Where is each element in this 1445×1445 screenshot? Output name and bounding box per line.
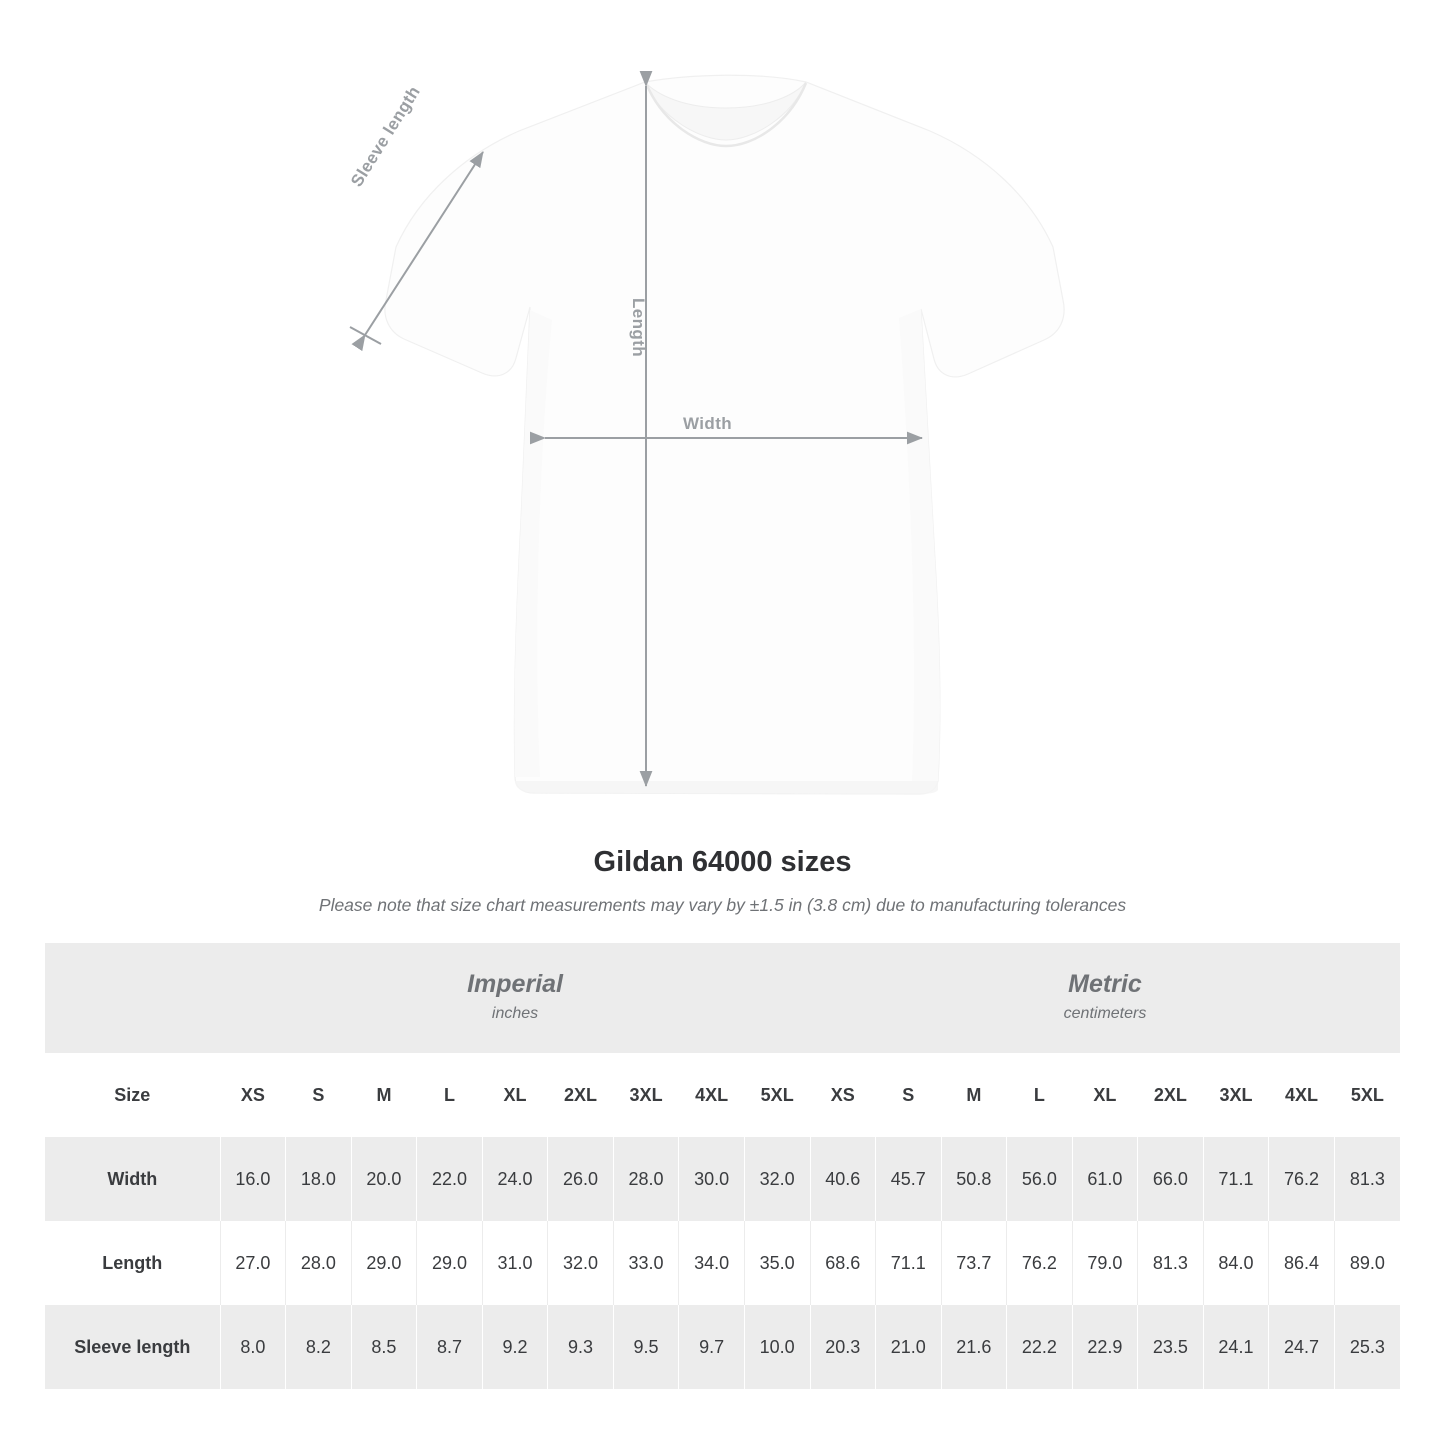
measurement-cell: 89.0 (1334, 1221, 1400, 1305)
measurement-cell: 66.0 (1138, 1137, 1204, 1221)
measurement-cell: 25.3 (1334, 1305, 1400, 1389)
size-header-cell: L (1007, 1053, 1073, 1137)
measurement-cell: 81.3 (1334, 1137, 1400, 1221)
sleeve-length-label: Sleeve length (347, 82, 424, 191)
measurement-cell: 81.3 (1138, 1221, 1204, 1305)
measurement-cell: 40.6 (810, 1137, 876, 1221)
measurement-cell: 68.6 (810, 1221, 876, 1305)
measurement-cell: 79.0 (1072, 1221, 1138, 1305)
measurement-cell: 21.0 (876, 1305, 942, 1389)
measurement-cell: 22.9 (1072, 1305, 1138, 1389)
measurement-cell: 18.0 (286, 1137, 352, 1221)
measurement-cell: 24.7 (1269, 1305, 1335, 1389)
measurement-cell: 27.0 (220, 1221, 286, 1305)
size-header-cell: XL (1072, 1053, 1138, 1137)
size-header-cell: 4XL (679, 1053, 745, 1137)
table-row (45, 1221, 1400, 1305)
size-header-cell: 3XL (613, 1053, 679, 1137)
measurement-cell: 32.0 (548, 1221, 614, 1305)
size-header-cell: L (417, 1053, 483, 1137)
measurement-cell: 9.5 (613, 1305, 679, 1389)
measurement-cell: 56.0 (1007, 1137, 1073, 1221)
measurement-cell: 8.0 (220, 1305, 286, 1389)
size-header-cell: 2XL (548, 1053, 614, 1137)
title-block (0, 846, 1445, 916)
table-row (45, 1137, 1400, 1221)
measurement-cell: 26.0 (548, 1137, 614, 1221)
measurement-cell: 61.0 (1072, 1137, 1138, 1221)
measurement-cell: 9.3 (548, 1305, 614, 1389)
measurement-cell: 86.4 (1269, 1221, 1335, 1305)
measurement-cell: 20.0 (351, 1137, 417, 1221)
unit-header-row (45, 943, 1400, 1053)
measurement-cell: 8.5 (351, 1305, 417, 1389)
measurement-cell: 76.2 (1269, 1137, 1335, 1221)
measurement-cell: 33.0 (613, 1221, 679, 1305)
measurement-cell: 35.0 (744, 1221, 810, 1305)
size-table (45, 943, 1400, 1389)
unit-header-imperial (220, 943, 810, 1053)
measurement-cell: 34.0 (679, 1221, 745, 1305)
measurement-cell: 16.0 (220, 1137, 286, 1221)
tolerance-note: Please note that size chart measurements may vary by ±1.5 in (3.8 cm) due to manufacturing tolerances (318, 895, 1127, 915)
size-header-row (45, 1053, 1400, 1137)
measurement-cell: 45.7 (876, 1137, 942, 1221)
size-header-cell: XS (810, 1053, 876, 1137)
measurement-cell: 29.0 (351, 1221, 417, 1305)
measurement-cell: 22.2 (1007, 1305, 1073, 1389)
row-label: Width (45, 1137, 220, 1221)
measurement-cell: 23.5 (1138, 1305, 1204, 1389)
measurement-cell: 24.1 (1203, 1305, 1269, 1389)
size-header-cell: S (286, 1053, 352, 1137)
measurement-cell: 8.2 (286, 1305, 352, 1389)
measurement-cell: 10.0 (744, 1305, 810, 1389)
measurement-cell: 73.7 (941, 1221, 1007, 1305)
measurement-cell: 9.2 (482, 1305, 548, 1389)
measurement-cell: 50.8 (941, 1137, 1007, 1221)
measurement-cell: 21.6 (941, 1305, 1007, 1389)
size-header-cell: 2XL (1138, 1053, 1204, 1137)
measurement-cell: 22.0 (417, 1137, 483, 1221)
length-label: Length (629, 298, 648, 358)
unit-sub-imperial: inches (491, 1005, 539, 1023)
size-header-cell: 4XL (1269, 1053, 1335, 1137)
shirt-shape (385, 75, 1064, 794)
size-header-label: Size (45, 1053, 220, 1137)
unit-sub-metric: centimeters (1063, 1005, 1147, 1023)
size-header-cell: 5XL (1334, 1053, 1400, 1137)
size-header-cell: XS (220, 1053, 286, 1137)
size-header-cell: 5XL (744, 1053, 810, 1137)
measurement-cell: 28.0 (286, 1221, 352, 1305)
measurement-cell: 71.1 (876, 1221, 942, 1305)
row-label: Sleeve length (45, 1305, 220, 1389)
table-row (45, 1305, 1400, 1389)
page-title: Gildan 64000 sizes (593, 846, 852, 878)
size-header-cell: S (876, 1053, 942, 1137)
measurement-cell: 29.0 (417, 1221, 483, 1305)
unit-header-spacer (45, 943, 220, 1053)
size-header-cell: M (351, 1053, 417, 1137)
measurement-cell: 28.0 (613, 1137, 679, 1221)
width-label: Width (683, 414, 733, 433)
size-header-cell: M (941, 1053, 1007, 1137)
row-label: Length (45, 1221, 220, 1305)
unit-name-metric: Metric (1068, 969, 1142, 998)
measurement-cell: 24.0 (482, 1137, 548, 1221)
measurement-cell: 71.1 (1203, 1137, 1269, 1221)
size-header-cell: 3XL (1203, 1053, 1269, 1137)
measurement-cell: 32.0 (744, 1137, 810, 1221)
unit-name-imperial: Imperial (467, 969, 563, 998)
measurement-cell: 76.2 (1007, 1221, 1073, 1305)
measurement-cell: 8.7 (417, 1305, 483, 1389)
size-header-cell: XL (482, 1053, 548, 1137)
measurement-cell: 30.0 (679, 1137, 745, 1221)
measurement-cell: 9.7 (679, 1305, 745, 1389)
measurement-cell: 20.3 (810, 1305, 876, 1389)
size-table-wrapper (45, 943, 1400, 1389)
measurement-cell: 84.0 (1203, 1221, 1269, 1305)
unit-header-metric (810, 943, 1400, 1053)
measurement-cell: 31.0 (482, 1221, 548, 1305)
